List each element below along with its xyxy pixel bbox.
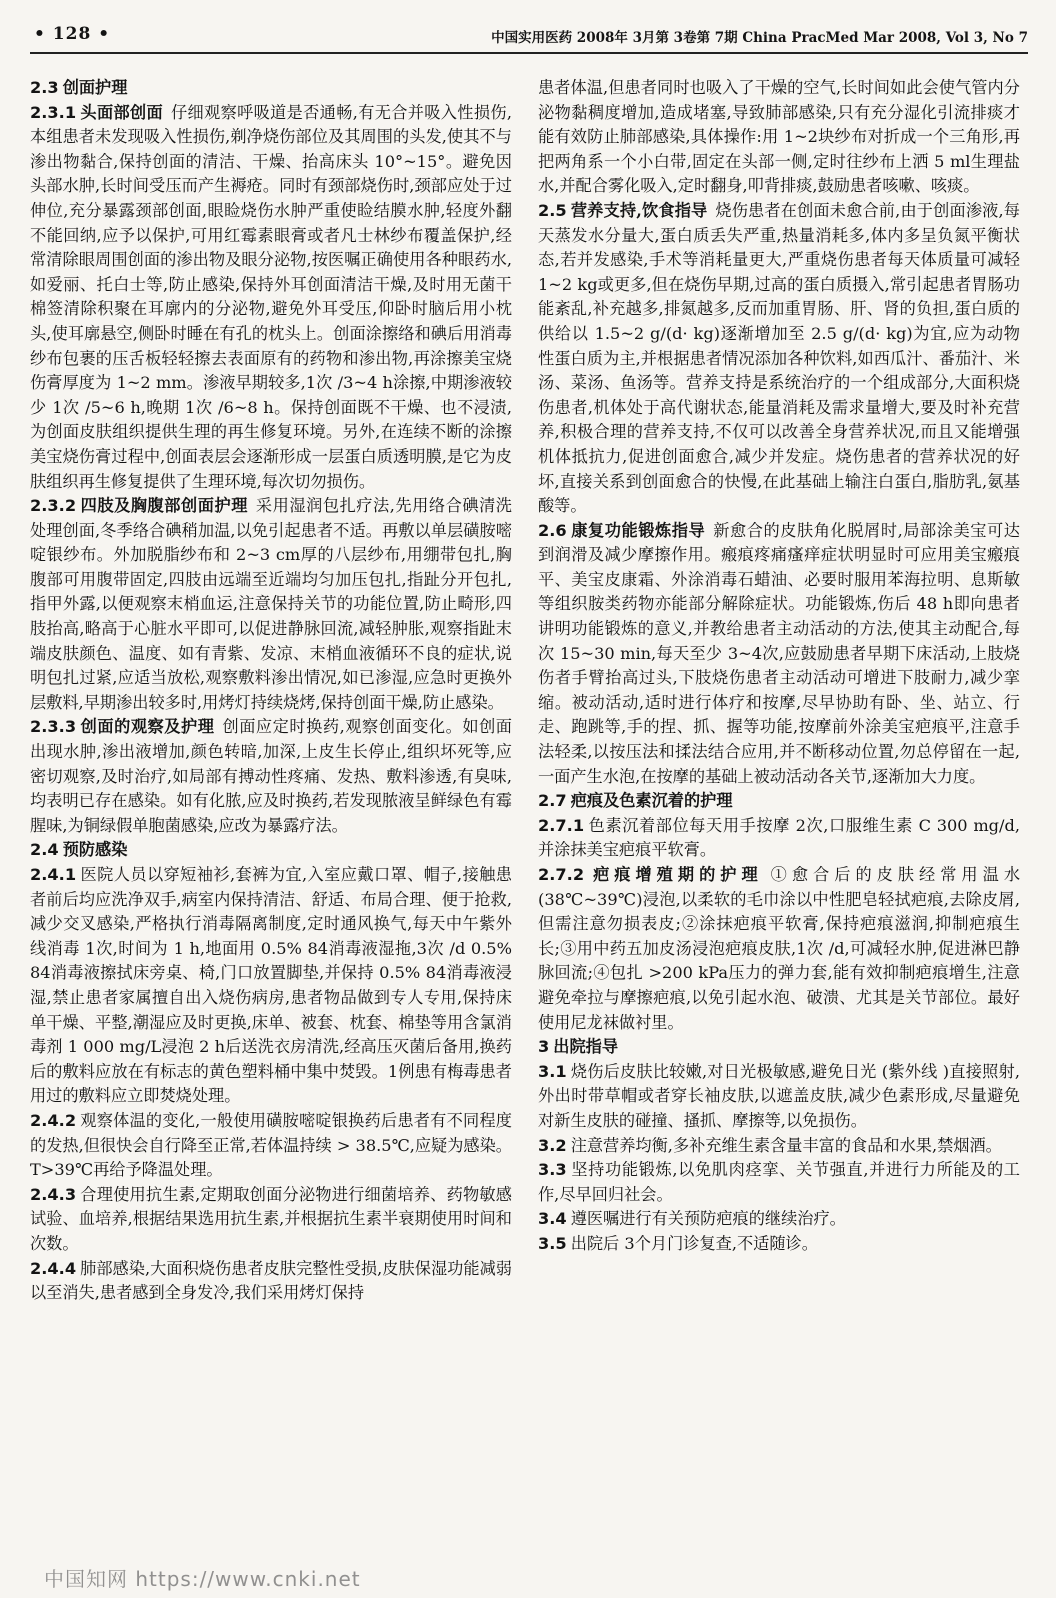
paragraph-number: 2.3.2: [30, 496, 77, 516]
paragraph-number: 3.3: [538, 1160, 567, 1180]
section-title: 出院指导: [553, 1037, 619, 1057]
section-number: 2.3: [30, 78, 59, 97]
paragraph: [30, 863, 512, 1109]
running-header: [30, 18, 1028, 54]
paragraph: [30, 715, 512, 838]
paragraph-text: 采用湿润包扎疗法,先用络合碘清洗处理创面,冬季络合碘稍加温,以免引起患者不适。再敷以单层磺胺嘧啶银纱布。外加脱脂纱布和 2~3 cm厚的八层纱布,用绷带包扎,胸腹部可用腹带固定,四肢由远端至近端均匀加压包扎,指趾分开包扎,指甲外露,以便观察末梢血运,注意保持关节的功能位置,防止畸形,四肢抬高,略高于心脏水平即可,以促进静脉回流,减轻肿胀,观察指趾末端皮肤颜色、温度、如有青紫、发凉、末梢血液循环不良的症状,说明包扎过紧,应适当放松,观察敷料渗出情况,如已渗湿,应急时更换外层敷料,早期渗出较多时,用烤灯持续烧烤,保持创面干燥,防止感染。: [30, 496, 512, 712]
paragraph-number: 2.4.2: [30, 1110, 77, 1130]
paragraph: [538, 519, 1020, 790]
section-heading: [538, 789, 1020, 814]
paragraph-text: 医院人员以穿短袖衫,套裤为宜,入室应戴口罩、帽子,接触患者前后均应洗净双手,病室内保持清洁、舒适、布局合理、便于抢救,减少交叉感染,严格执行消毒隔离制度,定时通风换气,每天中午紫外线消毒 1次,时间为 1 h,地面用 0.5% 84消毒液湿拖,3次 /d 0.5% 84消毒液擦拭床旁桌、椅,门口放置脚垫,并保持 0.5% 84消毒液浸湿,禁止患者家属擅自出入烧伤病房,患者物品做到专人专用,保持床单干燥、平整,潮湿应及时更换,床单、被套、枕套、棉垫等用含氯消毒剂 1 000 mg/L浸泡 2 h后送洗衣房清洗,经高压灭菌后备用,换药后的敷料应放在有标志的黄色塑料桶中集中焚毁。1例患有梅毒患者用过的敷料应立即焚烧处理。: [30, 865, 512, 1106]
section-number: 2.7: [538, 791, 567, 811]
paragraph-heading: 四肢及胸腹部创面护理: [80, 496, 248, 516]
paragraph-heading: 康复功能锻炼指导: [570, 520, 706, 540]
paragraph-number: 2.6: [538, 520, 567, 540]
paragraph: [30, 1257, 512, 1306]
paragraph-number: 2.3.1: [30, 102, 77, 122]
paragraph: [30, 494, 512, 715]
paragraph-number: 2.7.2: [538, 865, 585, 884]
journal-citation: 中国实用医药 2008年 3月第 3卷第 7期 China PracMed Mar 2008, Vol 3, No 7: [491, 30, 1028, 46]
section-number: 3: [538, 1037, 550, 1057]
section-heading: [30, 76, 512, 101]
paragraph-text: 肺部感染,大面积烧伤患者皮肤完整性受损,皮肤保湿功能减弱以至消失,患者感到全身发冷,我们采用烤灯保持: [30, 1258, 512, 1303]
right-column: [538, 76, 1020, 1544]
paragraph: [538, 1158, 1020, 1207]
paragraph: [538, 814, 1020, 863]
paragraph: [30, 101, 512, 495]
paragraph-text: 观察体温的变化,一般使用磺胺嘧啶银换药后患者有不同程度的发热,但很快会自行降至正常,若体温持续 > 38.5℃,应疑为感染。T>39℃再给予降温处理。: [30, 1110, 512, 1180]
paragraph-text: 新愈合的皮肤角化脱屑时,局部涂美宝可达到润滑及减少摩擦作用。瘢痕疼痛瘙痒症状明显时可应用美宝瘢痕平、美宝皮康霜、外涂消毒石蜡油、必要时服用苯海拉明、息斯敏等组织胺类药物亦能部分解除症状。功能锻炼,伤后 48 h即向患者讲明功能锻炼的意义,并教给患者主动活动的方法,使其主动配合,每次 15~30 min,每天至少 3~4次,应鼓励患者早期下床活动,上肢烧伤者手臂抬高过头,下肢烧伤患者主动活动可增进下肢耐力,减少挛缩。被动活动,适时进行体疗和按摩,尽早协助有卧、坐、站立、行走、跑跳等,手的捏、抓、握等功能,按摩前外涂美宝疤痕平,注意手法轻柔,以按压法和揉法结合应用,并不断移动位置,勿总停留在一起,一面产生水泡,在按摩的基础上被动活动各关节,逐渐加大力度。: [538, 520, 1020, 786]
paragraph-text: 坚持功能锻炼,以免肌肉痉挛、关节强直,并进行力所能及的工作,尽早回归社会。: [538, 1160, 1020, 1204]
paragraph-number: 2.4.3: [30, 1184, 77, 1204]
paragraph-number: 2.5: [538, 200, 567, 220]
paragraph-number: 3.5: [538, 1233, 567, 1253]
paragraph-text: 仔细观察呼吸道是否通畅,有无合并吸入性损伤,本组患者未发现吸入性损伤,剃净烧伤部位及其周围的头发,使其不与渗出物黏合,保持创面的清洁、干燥、抬高床头 10°~15°。避免因头部水肿,长时间受压而产生褥疮。同时有颈部烧伤时,颈部应处于过伸位,充分暴露颈部创面,眼睑烧伤水肿严重使睑结膜水肿,轻度外翻不能回纳,应予以保护,可用红霉素眼膏或者凡士林纱布覆盖保护,经常清除眼周围创面的渗出物及眼分泌物,按医嘱正确使用各种眼药水,如爱丽、托白士等,防止感染,保持外耳创面清洁干燥,及时用无菌干棉签清除积聚在耳廓内的分泌物,避免外耳受压,仰卧时脑后用小枕头,使耳廓悬空,侧卧时睡在有孔的枕头上。创面涂擦络和碘后用消毒纱布包裹的压舌板轻轻擦去表面原有的药物和渗出物,再涂擦美宝烧伤膏厚度为 1~2 mm。渗液早期较多,1次 /3~4 h涂擦,中期渗液较少 1次 /5~6 h,晚期 1次 /6~8 h。保持创面既不干燥、也不浸渍,为创面皮肤组织提供生理的再生修复环境。另外,在连续不断的涂擦美宝烧伤膏过程中,创面表层会逐渐形成一层蛋白质透明膜,是它为皮肤组织再生修复提供了生理环境,每次切勿损伤。: [30, 102, 512, 491]
section-heading: [538, 1035, 1020, 1060]
paragraph: [538, 1134, 1020, 1159]
paragraph: [538, 199, 1020, 519]
paragraph: [30, 1183, 512, 1257]
paragraph: [538, 863, 1020, 1035]
paragraph-text: 烧伤患者在创面未愈合前,由于创面渗液,每天蒸发水分量大,蛋白质丢失严重,热量消耗多,体内多呈负氮平衡状态,若并发感染,手术等消耗量更大,严重烧伤患者每天体质量可减轻 1~2 kg或更多,但在烧伤早期,过高的蛋白质摄入,常引起患者胃肠功能紊乱,补充越多,排氮越多,反而加重胃肠、肝、肾的负担,蛋白质的供给以 1.5~2 g/(d· kg)逐渐增加至 2.5 g/(d· kg)为宜,应为动物性蛋白质为主,并根据患者情况添加各种饮料,如西瓜汁、番茄汁、米汤、菜汤、鱼汤等。营养支持是系统治疗的一个组成部分,大面积烧伤患者,机体处于高代谢状态,能量消耗及需求量增大,要及时补充营养,积极合理的营养支持,不仅可以改善全身营养状况,而且又能增强机体抵抗力,促进创面愈合,减少并发症。烧伤患者的营养状况的好坏,直接关系到创面愈合的快慢,在此基础上输注白蛋白,脂肪乳,氨基酸等。: [538, 200, 1020, 516]
paragraph-text: 创面应定时换药,观察创面变化。如创面出现水肿,渗出液增加,颜色转暗,加深,上皮生长停止,组织坏死等,应密切观察,及时治疗,如局部有搏动性疼痛、发热、敷料渗透,有臭味,均表明已存在感染。如有化脓,应及时换药,若发现脓液呈鲜绿色有霉腥味,为铜绿假单胞菌感染,应改为暴露疗法。: [30, 717, 512, 835]
paragraph-text: 患者体温,但患者同时也吸入了干燥的空气,长时间如此会使气管内分泌物黏稠度增加,造成堵塞,导致肺部感染,只有充分湿化引流排痰才能有效防止肺部感染,具体操作:用 1~2块纱布对折成一个三角形,再把两角系一个小白带,固定在头部一侧,定时往纱布上洒 5 ml生理盐水,并配合雾化吸入,定时翻身,叩背排痰,鼓励患者咳嗽、咳痰。: [538, 78, 1020, 196]
paragraph-text: 烧伤后皮肤比较嫩,对日光极敏感,避免日光 (紫外线 )直接照射,外出时带草帽或者穿长袖皮肤,以遮盖皮肤,减少色素形成,尽量避免对新生皮肤的碰撞、搔抓、摩擦等,以免损伤。: [538, 1061, 1020, 1130]
section-number: 2.4: [30, 840, 59, 860]
paragraph: [30, 1109, 512, 1183]
paragraph: [538, 1232, 1020, 1257]
paragraph: [538, 1207, 1020, 1232]
section-heading: [30, 838, 512, 863]
paragraph-number: 3.2: [538, 1135, 567, 1155]
paragraph-number: 2.4.1: [30, 865, 77, 884]
paragraph: [538, 1060, 1020, 1134]
paragraph-heading: 营养支持,饮食指导: [570, 200, 708, 220]
section-title: 预防感染: [62, 840, 128, 860]
cnki-watermark: 中国知网 https://www.cnki.net: [44, 1567, 361, 1591]
paragraph-text: 注意营养均衡,多补充维生素含量丰富的食品和水果,禁烟酒。: [570, 1135, 1002, 1155]
paragraph-text: ①愈合后的皮肤经常用温水(38℃~39℃)浸泡,以柔软的毛巾涂以中性肥皂轻拭疤痕,去除皮屑,但需注意勿损表皮;②涂抹疤痕平软膏,保持疤痕滋润,抑制疤痕生长;③用中药五加皮汤浸泡疤痕皮肤,1次 /d,可减轻水肿,促进淋巴静脉回流;④包扎 >200 kPa压力的弹力套,能有效抑制疤痕增生,注意避免牵拉与摩擦疤痕,以免引起水泡、破溃、尤其是关节部位。最好使用尼龙袜做衬里。: [538, 865, 1020, 1032]
left-column: [30, 76, 512, 1544]
paragraph-number: 3.1: [538, 1061, 567, 1081]
section-title: 创面护理: [62, 78, 128, 97]
paragraph-text: 遵医嘱进行有关预防疤痕的继续治疗。: [570, 1209, 846, 1229]
paragraph-text: 合理使用抗生素,定期取创面分泌物进行细菌培养、药物敏感试验、血培养,根据结果选用抗生素,并根据抗生素半衰期使用时间和次数。: [30, 1184, 512, 1253]
paragraph-heading: 疤痕增殖期的护理: [588, 865, 763, 884]
paragraph-number: 2.7.1: [538, 815, 585, 835]
paragraph-number: 3.4: [538, 1209, 567, 1229]
paragraph-heading: 头面部创面: [80, 102, 164, 122]
paragraph-text: 出院后 3个月门诊复查,不适随诊。: [570, 1233, 818, 1253]
section-title: 疤痕及色素沉着的护理: [570, 791, 733, 811]
paragraph-number: 2.4.4: [30, 1258, 77, 1278]
paragraph-number: 2.3.3: [30, 717, 77, 737]
paragraph-heading: 创面的观察及护理: [80, 717, 215, 737]
paragraph: [538, 76, 1020, 199]
paragraph-text: 色素沉着部位每天用手按摩 2次,口服维生素 C 300 mg/d,并涂抹美宝疤痕平软膏。: [538, 815, 1020, 860]
page-number: • 128 •: [34, 24, 111, 44]
